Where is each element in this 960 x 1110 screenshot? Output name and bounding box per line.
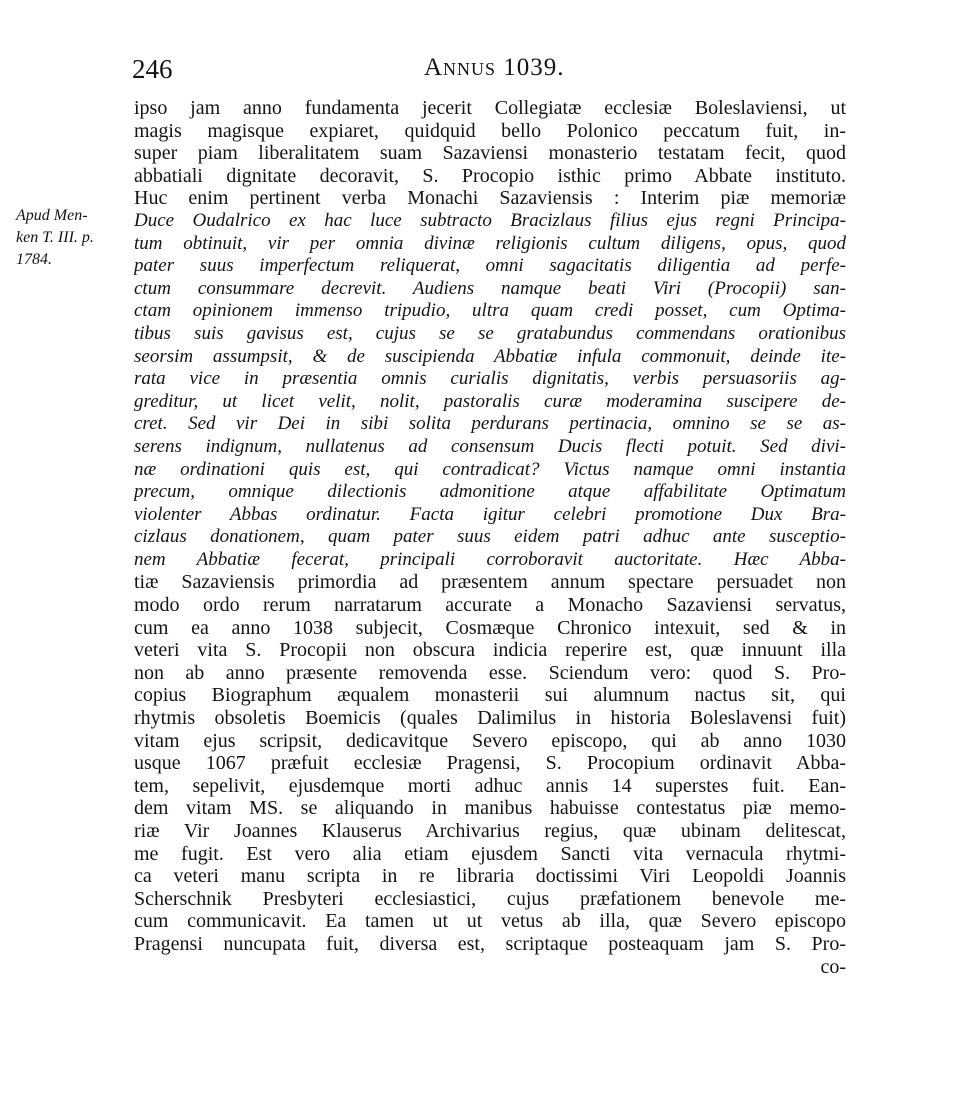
body-text [134, 97, 846, 978]
margin-note-line: ken T. III. p. [16, 229, 94, 246]
margin-note [16, 205, 128, 271]
text-line: cum ea anno 1038 subjecit, Cosmæque Chronico intexuit, sed & in [134, 616, 846, 639]
text-line: me fugit. Est vero alia etiam ejusdem Sancti vita vernacula rhytmi- [134, 842, 846, 865]
page-header [0, 54, 960, 90]
text-line: nem Abbatiæ fecerat, principali corroboravit auctoritate. Hæc Abba- [134, 548, 846, 570]
text-line: vitam ejus scripsit, dedicavitque Severo episcopo, qui ab anno 1030 [134, 729, 846, 752]
text-line: ctum consummare decrevit. Audiens namque beati Viri (Procopii) san- [134, 277, 846, 299]
text-line: rata vice in præsentia omnis curialis dignitatis, verbis persuasoriis ag- [134, 368, 846, 390]
text-line: greditur, ut licet velit, nolit, pastoralis curæ moderamina suscipere de- [134, 390, 846, 412]
margin-note-line: 1784. [16, 251, 52, 268]
text-line: dem vitam MS. se aliquando in manibus habuisse contestatus piæ memo- [134, 797, 846, 820]
text-line: tiæ Sazaviensis primordia ad præsentem annum spectare persuadet non [134, 571, 846, 594]
text-line: non ab anno præsente removenda esse. Sciendum vero: quod S. Pro- [134, 661, 846, 684]
text-line: cizlaus donationem, quam pater suus eidem patri adhuc ante susceptio- [134, 526, 846, 548]
text-line: Scherschnik Presbyteri ecclesiastici, cujus præfationem benevole me- [134, 887, 846, 910]
text-line: usque 1067 præfuit ecclesiæ Pragensi, S. Procopium ordinavit Abba- [134, 752, 846, 775]
text-line: tem, sepelivit, ejusdemque morti adhuc annis 14 superstes fuit. Ean- [134, 774, 846, 797]
text-line: Pragensi nuncupata fuit, diversa est, scriptaque posteaquam jam S. Pro- [134, 932, 846, 955]
text-line: copius Biographum æqualem monasterii sui alumnum nactus sit, qui [134, 684, 846, 707]
text-line: seorsim assumpsit, & de suscipienda Abbatiæ infula commonuit, deinde ite- [134, 345, 846, 367]
text-line: tibus suis gavisus est, cujus se se gratabundus commendans orationibus [134, 322, 846, 344]
text-line: Huc enim pertinent verba Monachi Sazaviensis : Interim piæ memoriæ [134, 187, 846, 210]
text-line: ctam opinionem immenso tripudio, ultra quam credi posset, cum Optima- [134, 300, 846, 322]
text-line: cum communicavit. Ea tamen ut ut vetus ab illa, quæ Severo episcopo [134, 910, 846, 933]
text-line: violenter Abbas ordinatur. Facta igitur celebri promotione Dux Bra- [134, 503, 846, 525]
margin-note-line: Apud Men- [16, 207, 88, 224]
text-line: tum obtinuit, vir per omnia divinæ religionis cultum diligens, opus, quod [134, 232, 846, 254]
running-head: Annus 1039. [424, 54, 565, 81]
text-line: super piam liberalitatem suam Sazaviensi monasterio testatam fecit, quod [134, 142, 846, 165]
text-line: Duce Oudalrico ex hac luce subtracto Bracizlaus filius ejus regni Principa- [134, 209, 846, 231]
text-line: riæ Vir Joannes Klauserus Archivarius regius, quæ ubinam delitescat, [134, 820, 846, 842]
page-number: 246 [132, 54, 173, 84]
text-line: precum, omnique dilectionis admonitione atque affabilitate Optimatum [134, 481, 846, 503]
text-line: ca veteri manu scripta in re libraria doctissimi Viri Leopoldi Joannis [134, 865, 846, 888]
text-line: veteri vita S. Procopii non obscura indicia reperire est, quæ innuunt illa [134, 639, 846, 662]
text-line: ipso jam anno fundamenta jecerit Collegiatæ ecclesiæ Boleslaviensi, ut [134, 97, 846, 119]
text-line: pater suus imperfectum reliquerat, omni sagacitatis diligentia ad perfe- [134, 255, 846, 277]
text-line: modo ordo rerum narratarum accurate a Monacho Sazaviensi servatus, [134, 594, 846, 617]
text-line: serens indignum, nullatenus ad consensum Ducis flecti potuit. Sed divi- [134, 435, 846, 457]
text-line: abbatiali dignitate decoravit, S. Procopio isthic primo Abbate instituto. [134, 164, 846, 187]
text-line: magis magisque expiaret, quidquid bello Polonico peccatum fuit, in- [134, 119, 846, 142]
text-line: co- [820, 955, 846, 978]
text-line: næ ordinationi quis est, qui contradicat? Victus namque omni instantia [134, 458, 846, 480]
text-line: cret. Sed vir Dei in sibi solita perdurans pertinacia, omnino se se as- [134, 413, 846, 435]
text-line: rhytmis obsoletis Boemicis (quales Dalimilus in historia Boleslavensi fuit) [134, 707, 846, 730]
